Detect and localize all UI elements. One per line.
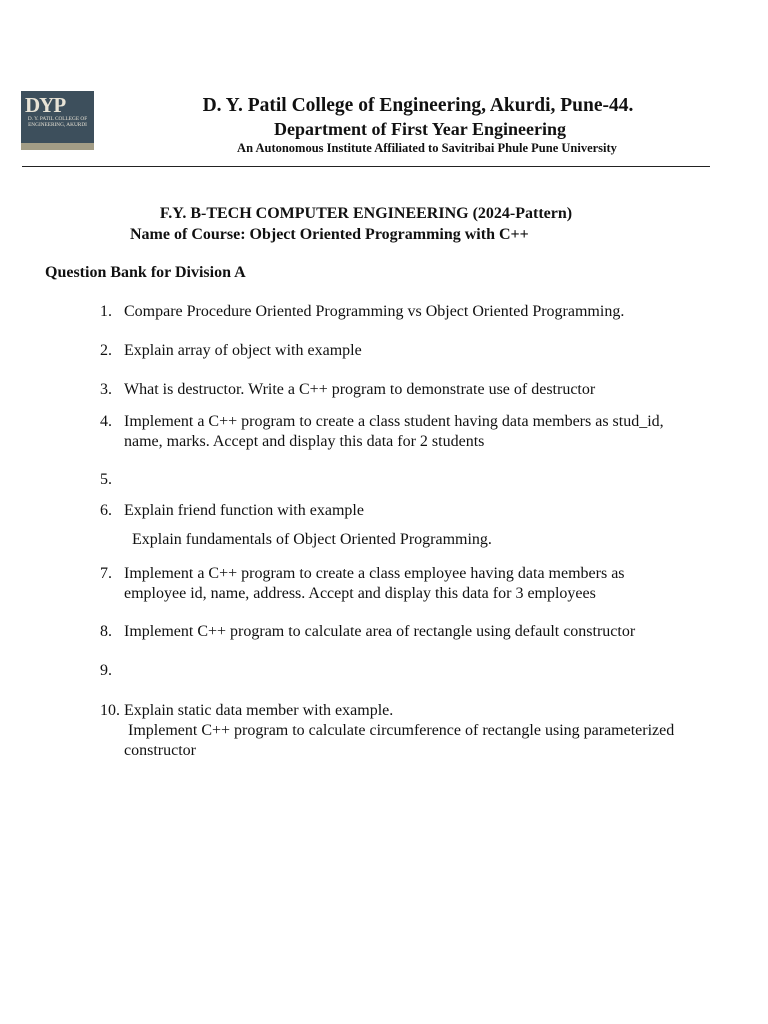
question-item [100, 341, 680, 361]
question-text: What is destructor. Write a C++ program to demonstrate use of destructor [124, 381, 596, 398]
logo-stripe [21, 143, 94, 150]
question-text: Explain array of object with example [124, 342, 362, 359]
question-number: 9. [100, 662, 112, 679]
question-item [100, 564, 680, 604]
question-number: 2. [100, 342, 112, 359]
question-item [100, 380, 680, 400]
question-item [100, 302, 680, 322]
question-number: 5. [100, 471, 112, 488]
question-number: 1. [100, 303, 112, 320]
question-bank-title: Question Bank for Division A [45, 264, 246, 281]
question-item [100, 661, 680, 781]
logo-text: D. Y. PATIL COLLEGE OF ENGINEERING, AKURDI [27, 116, 88, 128]
college-logo [21, 91, 94, 150]
course-name: Name of Course: Object Oriented Programming with C++ [130, 226, 529, 243]
header-divider [22, 166, 710, 167]
question-text: Explain friend function with example [124, 502, 364, 519]
department-name: Department of First Year Engineering [274, 119, 566, 139]
affiliation-text: An Autonomous Institute Affiliated to Savitribai Phule Pune University [237, 141, 617, 155]
question-text: Implement C++ program to calculate circumference of rectangle using parameterized constructor [124, 722, 679, 759]
question-text: Explain static data member with example. [124, 702, 394, 719]
college-name: D. Y. Patil College of Engineering, Akurdi, Pune-44. [202, 95, 634, 116]
question-item [100, 501, 680, 521]
logo-mark: DYP [25, 93, 66, 117]
question-number: 6. [100, 502, 112, 519]
question-number: 3. [100, 381, 112, 398]
question-text: Explain fundamentals of Object Oriented Programming. [124, 531, 492, 548]
question-number: 4. [100, 413, 112, 430]
program-title: F.Y. B-TECH COMPUTER ENGINEERING (2024-Pattern) [159, 205, 573, 222]
question-item [100, 701, 680, 721]
question-text: Compare Procedure Oriented Programming vs Object Oriented Programming. [124, 303, 625, 320]
question-number: 8. [100, 623, 112, 640]
question-text: Implement a C++ program to create a class student having data members as stud_id, name, marks. Accept and display this data for 2 students [124, 413, 664, 450]
document-header [148, 94, 688, 156]
question-text: Implement a C++ program to create a class employee having data members as employee id, name, address. Accept and display this data for 3 employees [124, 565, 625, 602]
question-item [100, 622, 680, 642]
question-number: 10. [100, 702, 120, 719]
question-item [100, 412, 680, 452]
question-number: 7. [100, 565, 112, 582]
question-text: Implement C++ program to calculate area of rectangle using default constructor [124, 623, 636, 640]
